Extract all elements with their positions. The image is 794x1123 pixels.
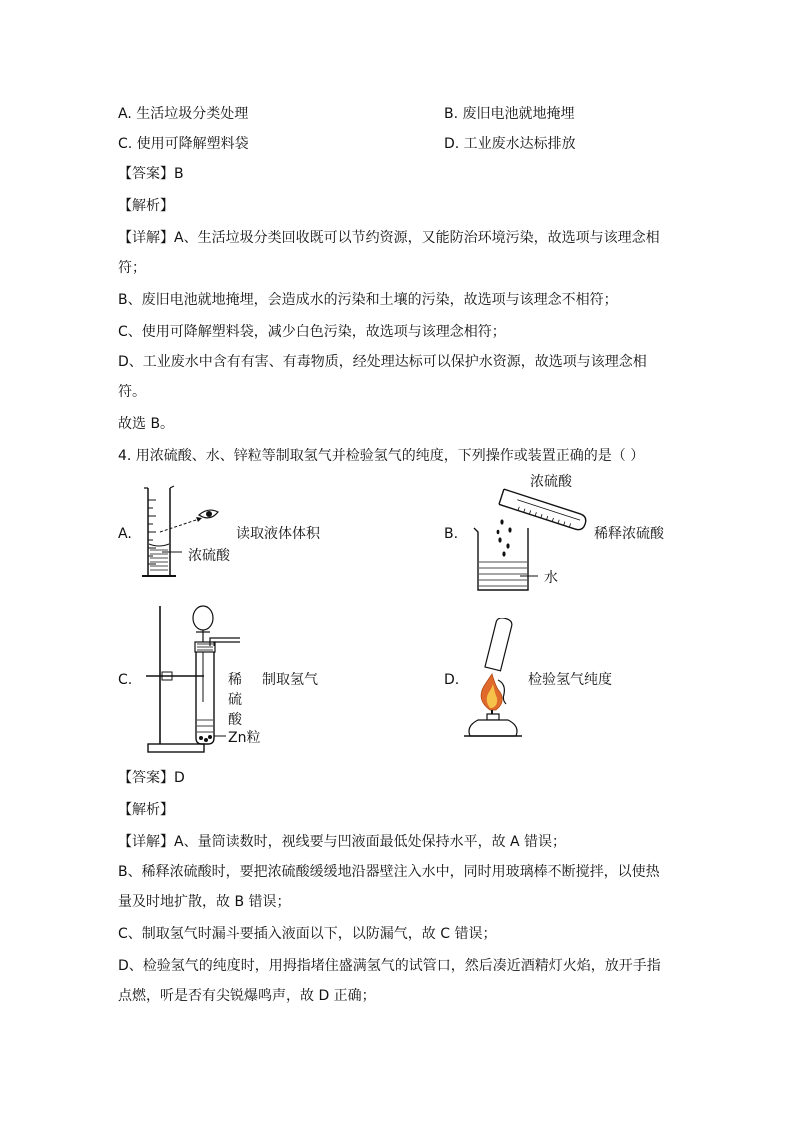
figure-a-label: 浓硫酸 xyxy=(188,548,230,564)
option-c: C. 使用可降解塑料袋 xyxy=(118,136,249,152)
answer-label: 【答案】B xyxy=(118,166,184,182)
analysis-line: 符。 xyxy=(118,384,146,400)
figure-c-acid-3: 酸 xyxy=(228,712,242,728)
analysis-line: C、使用可降解塑料袋，减少白色污染，故选项与该理念相符； xyxy=(118,324,506,340)
option-d: D. 工业废水达标排放 xyxy=(444,136,576,152)
analysis-line: 【详解】A、生活垃圾分类回收既可以节约资源，又能防治环境污染，故选项与该理念相 xyxy=(118,230,660,246)
figure-d-apparatus xyxy=(460,618,532,740)
figure-b-apparatus xyxy=(460,488,600,594)
figure-c-label-zn: Zn粒 xyxy=(228,730,261,746)
figure-c-acid-1: 稀 xyxy=(228,672,242,688)
figure-b-letter: B. xyxy=(444,526,459,542)
question-4: 4. 用浓硫酸、水、锌粒等制取氢气并检验氢气的纯度，下列操作或装置正确的是（ ） xyxy=(118,448,645,464)
answer-label: 【答案】D xyxy=(118,770,185,786)
analysis-line: 故选 B。 xyxy=(118,416,175,432)
analysis-line: B、废旧电池就地掩埋，会造成水的污染和土壤的污染，故选项与该理念不相符； xyxy=(118,292,618,308)
analysis-line: 【详解】A、量筒读数时，视线要与凹液面最低处保持水平，故 A 错误； xyxy=(118,834,567,850)
analysis-line: D、工业废水中含有有害、有毒物质，经处理达标可以保护水资源，故选项与该理念相 xyxy=(118,354,647,370)
figure-a-caption: 读取液体体积 xyxy=(236,526,320,542)
analysis-heading: 【解析】 xyxy=(118,802,174,818)
analysis-heading: 【解析】 xyxy=(118,198,174,214)
analysis-line: 量及时地扩散，故 B 错误； xyxy=(118,894,291,910)
option-b: B. 废旧电池就地掩埋 xyxy=(444,106,575,122)
figure-a-cylinder xyxy=(140,484,240,584)
eye-icon xyxy=(198,506,220,524)
figure-b-label-top: 浓硫酸 xyxy=(530,474,572,490)
figure-c-caption: 制取氢气 xyxy=(262,672,318,688)
analysis-line: D、检验氢气的纯度时，用拇指堵住盛满氢气的试管口，然后凑近酒精灯火焰，放开手指 xyxy=(118,958,661,974)
figure-c-letter: C. xyxy=(118,672,133,688)
figure-d-letter: D. xyxy=(444,672,460,688)
analysis-line: B、稀释浓硫酸时，要把浓硫酸缓缓地沿器壁注入水中，同时用玻璃棒不断搅拌，以使热 xyxy=(118,864,660,880)
figure-a-letter: A. xyxy=(118,526,132,542)
analysis-line: 符； xyxy=(118,260,146,276)
analysis-line: C、制取氢气时漏斗要插入液面以下，以防漏气，故 C 错误； xyxy=(118,926,497,942)
option-a: A. 生活垃圾分类处理 xyxy=(118,106,249,122)
figure-b-label-water: 水 xyxy=(544,570,558,586)
figure-d-caption: 检验氢气纯度 xyxy=(528,672,612,688)
figure-b-caption: 稀释浓硫酸 xyxy=(594,526,664,542)
figure-c-acid-2: 硫 xyxy=(228,692,242,708)
analysis-line: 点燃，听是否有尖锐爆鸣声，故 D 正确； xyxy=(118,988,376,1004)
